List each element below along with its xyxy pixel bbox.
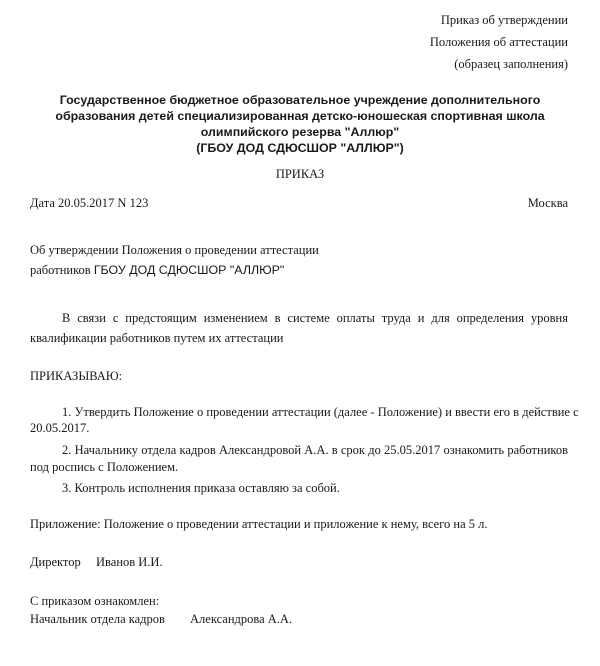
- appendix: Приложение: Положение о проведении аттестации и приложение к нему, всего на 5 л.: [30, 517, 488, 531]
- subject-org-name: ГБОУ ДОД СДЮСШОР "АЛЛЮР": [93, 263, 285, 277]
- signature-position: Директор: [30, 555, 81, 569]
- subject-line-1: Об утверждении Положения о проведении аттестации: [30, 243, 319, 257]
- subject-line-2-prefix: работников: [30, 263, 94, 277]
- document-title: ПРИКАЗ: [275, 167, 325, 181]
- org-line-3: олимпийского резерва "Аллюр": [200, 125, 400, 139]
- signature-name: Иванов И.И.: [96, 555, 163, 569]
- preamble-line-2: квалификации работников путем их аттестации: [30, 331, 284, 345]
- org-line-1: Государственное бюджетное образовательное учреждение дополнительного: [59, 93, 541, 107]
- org-line-2: образования детей специализированная детско-юношеская спортивная школа: [55, 109, 545, 123]
- city: Москва: [527, 196, 568, 210]
- item-2-line-1: 2. Начальнику отдела кадров Александровой А.А. в срок до 25.05.2017 ознакомить работников: [62, 443, 568, 457]
- item-3-line-1: 3. Контроль исполнения приказа оставляю за собой.: [62, 481, 340, 495]
- acknowledged-position: Начальник отдела кадров: [30, 612, 165, 626]
- item-1-line-1: 1. Утвердить Положение о проведении аттестации (далее - Положение) и ввести его в действие с: [62, 405, 579, 419]
- acknowledged-name: Александрова А.А.: [190, 612, 293, 626]
- stamp-line-3: (образец заполнения): [454, 57, 568, 71]
- item-2-line-2: под роспись с Положением.: [30, 460, 179, 474]
- item-1-line-2: 20.05.2017.: [30, 421, 90, 435]
- stamp-line-2: Положения об аттестации: [429, 35, 568, 49]
- org-line-4: (ГБОУ ДОД СДЮСШОР "АЛЛЮР"): [196, 141, 404, 155]
- stamp-line-1: Приказ об утверждении: [440, 13, 568, 27]
- date-number: Дата 20.05.2017 N 123: [30, 196, 149, 210]
- acknowledged-heading: С приказом ознакомлен:: [30, 594, 160, 608]
- subject-line-2: [30, 262, 284, 278]
- order-word: ПРИКАЗЫВАЮ:: [30, 369, 123, 383]
- preamble-line-1: В связи с предстоящим изменением в системе оплаты труда и для определения уровня: [62, 311, 568, 325]
